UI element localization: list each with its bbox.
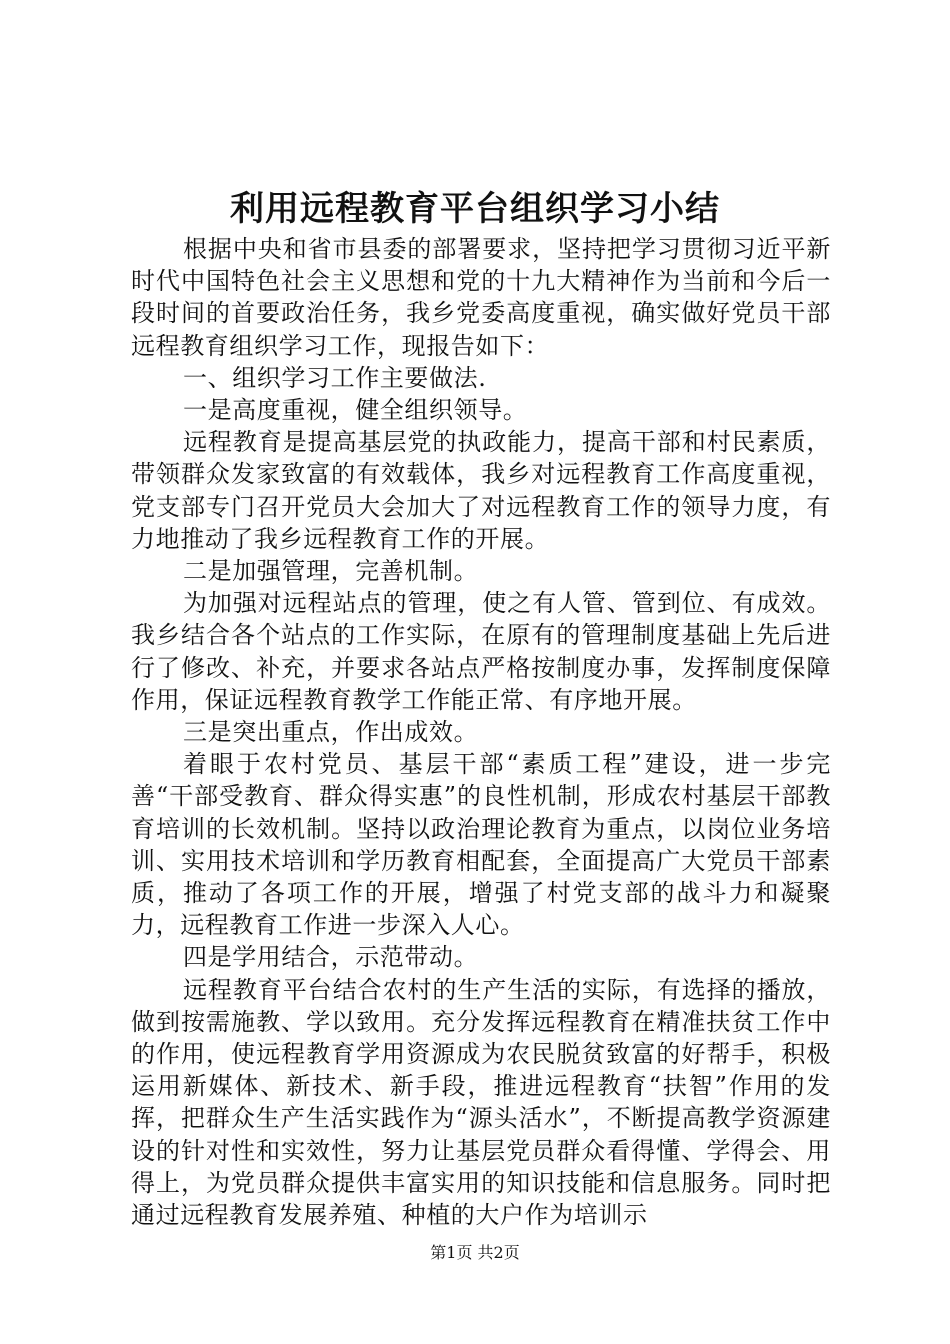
paragraph-3: 着眼于农村党员、基层干部“素质工程”建设，进一步完善“干部受教育、群众得实惠”的良性机制，形成农村基层干部教育培训的长效机制。坚持以政治理论教育为重点，以岗位业务培训、实用技术培训和学历教育相配套，全面提高广大党员干部素质，推动了各项工作的开展，增强了村党支部的战斗力和凝聚力，远程教育工作进一步深入人心。 [131, 750, 831, 940]
subheading-3: 三是突出重点，作出成效。 [183, 718, 479, 747]
subheading-2: 二是加强管理，完善机制。 [183, 557, 479, 586]
document-body [131, 233, 831, 1231]
paragraph-1: 远程教育是提高基层党的执政能力，提高干部和村民素质，带领群众发家致富的有效载体，我乡对远程教育工作高度重视，党支部专门召开党员大会加大了对远程教育工作的领导力度，有力地推动了我乡远程教育工作的开展。 [131, 428, 831, 553]
document-title: 利用远程教育平台组织学习小结 [230, 189, 720, 229]
page-number-footer: 第1页 共2页 [430, 1243, 520, 1262]
paragraph-intro: 根据中央和省市县委的部署要求，坚持把学习贯彻习近平新时代中国特色社会主义思想和党的十九大精神作为当前和今后一段时间的首要政治任务，我乡党委高度重视，确实做好党员干部远程教育组织学习工作，现报告如下： [131, 235, 831, 360]
subheading-4: 四是学用结合，示范带动。 [183, 943, 479, 972]
subheading-1: 一是高度重视，健全组织领导。 [183, 396, 528, 425]
paragraph-4: 远程教育平台结合农村的生产生活的实际，有选择的播放，做到按需施教、学以致用。充分发挥远程教育在精准扶贫工作中的作用，使远程教育学用资源成为农民脱贫致富的好帮手，积极运用新媒体、新技术、新手段，推进远程教育“扶智”作用的发挥，把群众生产生活实践作为“源头活水”，不断提高教学资源建设的针对性和实效性，努力让基层党员群众看得懂、学得会、用得上，为党员群众提供丰富实用的知识技能和信息服务。同时把通过远程教育发展养殖、种植的大户作为培训示 [131, 975, 831, 1230]
section-heading-1: 一、组织学习工作主要做法. [183, 363, 487, 392]
paragraph-2: 为加强对远程站点的管理，使之有人管、管到位、有成效。我乡结合各个站点的工作实际，在原有的管理制度基础上先后进行了修改、补充，并要求各站点严格按制度办事，发挥制度保障作用，保证远程教育教学工作能正常、有序地开展。 [131, 589, 831, 714]
